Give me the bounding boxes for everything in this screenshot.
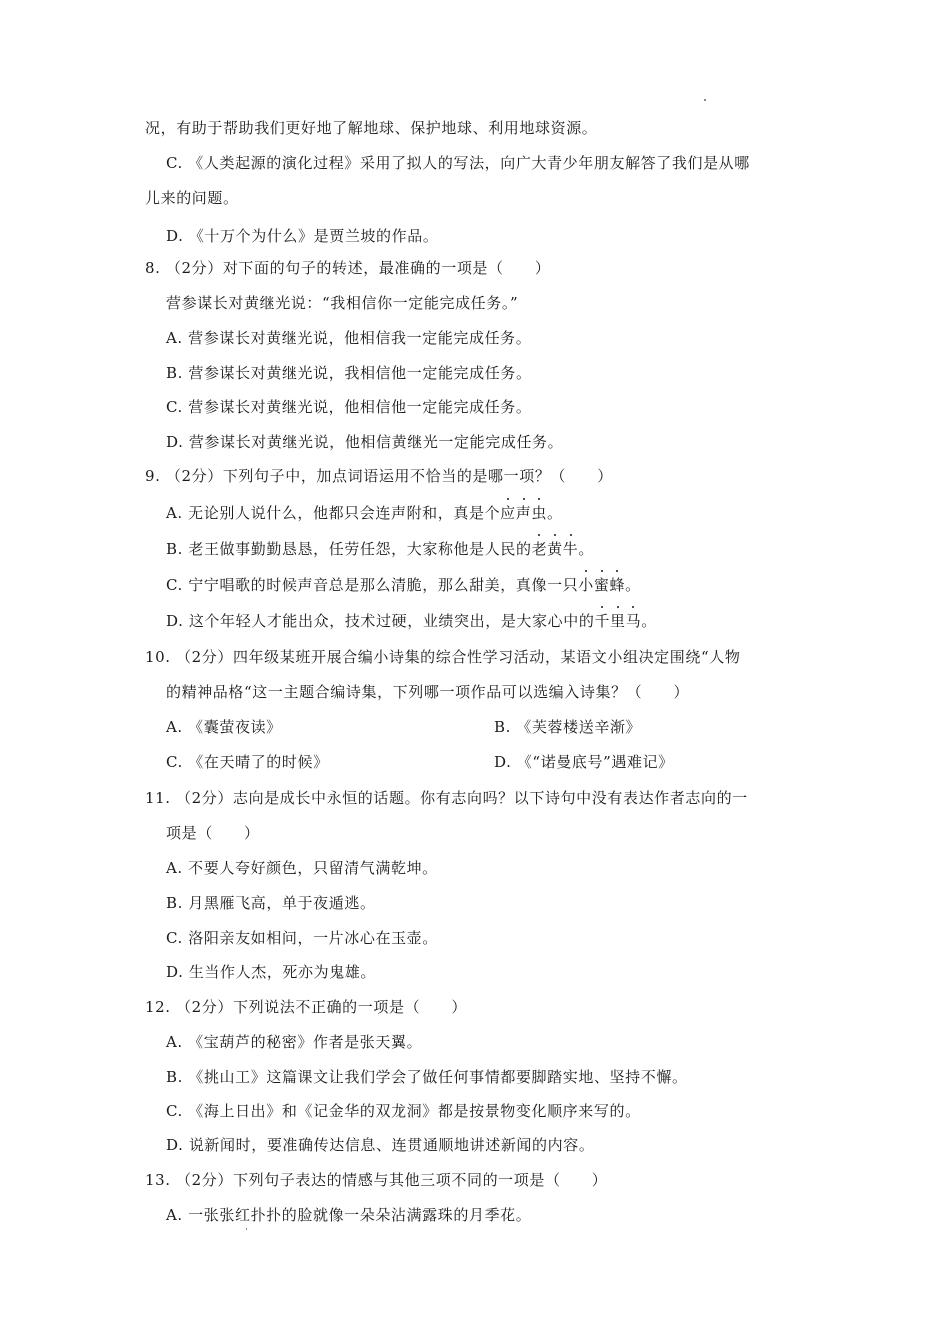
q11-option-c: C. 洛阳亲友如相问，一片冰心在玉壶。 [166,929,438,947]
q8-option-a: A. 营参谋长对黄继光说，他相信我一定能完成任务。 [166,329,532,347]
q11-option-a: A. 不要人夸好颜色，只留清气满乾坤。 [166,859,438,877]
q10-option-a: A. 《囊萤夜读》 [166,718,282,736]
q10-option-d: D. 《“诺曼底号”遇难记》 [494,753,674,771]
q9-option-a [166,503,563,523]
q10-stem-line1: 10. （2分）四年级某班开展合编小诗集的综合性学习活动，某语文小组决定围绕“人物 [145,648,741,666]
q12-stem: 12. （2分）下列说法不正确的一项是（ ） [145,998,467,1016]
q9-option-b-end: 。 [578,540,594,558]
q9-option-b-text: B. 老王做事勤勤恳恳，任劳任怨，大家称他是人民的 [166,540,532,558]
q13-option-a: A. 一张张红扑扑的脸就像一朵朵沾满露珠的月季花。 [166,1206,532,1224]
q9-option-c-end: 。 [625,576,641,594]
emphasis-dot-char: 蜜 [593,576,610,594]
q11-option-b: B. 月黑雁飞高，单于夜遁逃。 [166,894,376,912]
q8-option-d: D. 营参谋长对黄继光说，他相信黄继光一定能完成任务。 [166,433,564,451]
q10-option-c: C. 《在天晴了的时候》 [166,753,329,771]
emphasis-dot-char: 老 [531,540,548,558]
emphasis-dot-char: 里 [610,612,626,630]
q12-option-d: D. 说新闻时，要准确传达信息、连贯通顺地讲述新闻的内容。 [166,1136,595,1154]
q7-option-c-line1: C. 《人类起源的演化过程》采用了拟人的写法，向广大青少年朋友解答了我们是从哪 [166,154,750,172]
emphasis-dot-char: 应 [500,504,516,522]
q9-option-a-end: 。 [547,504,563,522]
emphasis-dot-char: 牛 [562,540,579,558]
emphasis-dot-char: 千 [594,612,611,630]
emphasis-dot-char: 小 [578,576,594,594]
q7-option-c-line2: 儿来的问题。 [145,189,239,207]
q8-option-b: B. 营参谋长对黄继光说，我相信他一定能完成任务。 [166,364,532,382]
scan-speck [246,1228,247,1230]
q9-option-a-text: A. 无论别人说什么，他都只会连声附和，真是个 [166,504,501,522]
q12-option-c: C. 《海上日出》和《记金华的双龙洞》都是按景物变化顺序来写的。 [166,1102,641,1120]
q10-stem-line2: 的精神品格“这一主题合编诗集，下列哪一项作品可以选编入诗集？（ ） [166,683,690,701]
q7-continuation-line: 况，有助于帮助我们更好地了解地球、保护地球、利用地球资源。 [145,119,598,137]
q9-stem: 9. （2分）下列句子中，加点词语运用不恰当的是哪一项？（ ） [145,467,613,485]
q13-stem: 13. （2分）下列句子表达的情感与其他三项不同的一项是（ ） [145,1171,608,1189]
q8-option-c: C. 营参谋长对黄继光说，他相信他一定能完成任务。 [166,398,532,416]
q11-stem-line2: 项是（ ） [166,824,260,842]
q9-option-c-text: C. 宁宁唱歌的时候声音总是那么清脆，那么甜美，真像一只 [166,576,579,594]
emphasis-dot-char: 声 [515,504,532,522]
scan-speck [704,99,706,101]
q11-stem-line1: 11. （2分）志向是成长中永恒的话题。你有志向吗？以下诗句中没有表达作者志向的一 [145,789,748,807]
emphasis-dot-char: 蜂 [609,576,626,594]
q10-option-b: B. 《芙蓉楼送辛渐》 [494,718,642,736]
q9-option-d-end: 。 [641,612,657,630]
q12-option-a: A. 《宝葫芦的秘密》作者是张天翼。 [166,1033,423,1051]
q9-option-d-text: D. 这个年轻人才能出众，技术过硬，业绩突出，是大家心中的 [166,612,595,630]
emphasis-dot-char: 虫 [531,504,547,522]
q12-option-b: B. 《挑山工》这篇课文让我们学会了做任何事情都要脚踏实地、坚持不懈。 [166,1068,688,1086]
emphasis-dot-char: 马 [625,612,642,630]
emphasis-dot-char: 黄 [547,540,563,558]
q7-option-d: D. 《十万个为什么》是贾兰坡的作品。 [166,227,439,245]
q9-option-c [166,575,641,595]
q8-stem: 8. （2分）对下面的句子的转述，最准确的一项是（ ） [145,259,551,277]
q11-option-d: D. 生当作人杰，死亦为鬼雄。 [166,963,377,981]
q9-option-b [166,539,594,559]
q8-quote: 营参谋长对黄继光说：“我相信你一定能完成任务。” [166,294,519,312]
q9-option-d [166,611,657,631]
